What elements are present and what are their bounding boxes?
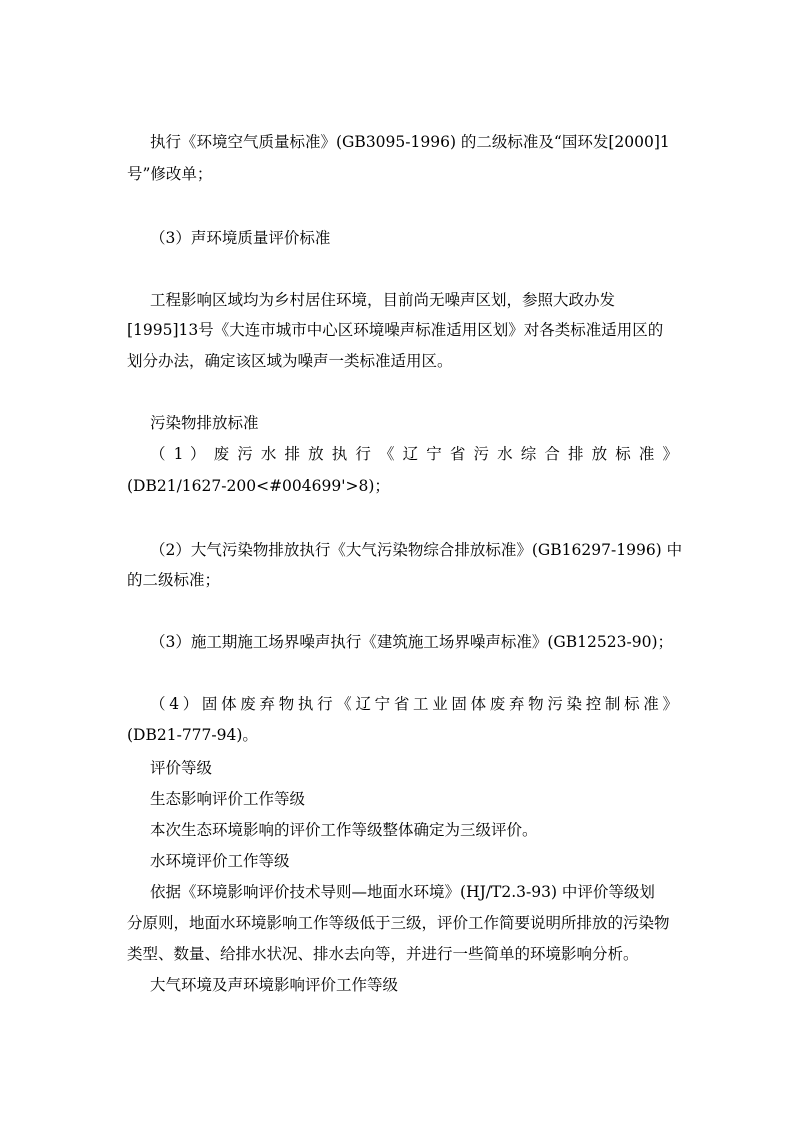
emission-item-4-line-1: （4）固体废弃物执行《辽宁省工业固体废弃物污染控制标准》 (150, 695, 678, 713)
paragraph-water-grade-line-1: 依据《环境影响评价技术导则—地面水环境》(HJ/T2.3-93) 中评价等级划 (150, 883, 655, 901)
paragraph-air-standard-line-2: 号”修改单； (127, 165, 213, 183)
paragraph-noise-zone-line-2: [1995]13号《大连市城市中心区环境噪声标准适用区划》对各类标准适用区的 (127, 321, 664, 339)
paragraph-noise-zone-line-1: 工程影响区域均为乡村居住环境，目前尚无噪声区划，参照大政办发 (150, 291, 616, 309)
emission-item-2-line-2: 的二级标准； (127, 571, 221, 589)
heading-ecological-grade: 生态影响评价工作等级 (150, 790, 306, 808)
emission-item-1-line-2: (DB21/1627-200<#004699'>8)； (127, 477, 390, 495)
heading-water-grade: 水环境评价工作等级 (150, 852, 290, 870)
paragraph-water-grade-line-2: 分原则，地面水环境影响工作等级低于三级，评价工作简要说明所排放的污染物 (127, 914, 670, 932)
paragraph-ecological-grade: 本次生态环境影响的评价工作等级整体确定为三级评价。 (150, 821, 538, 839)
emission-item-3: （3）施工期施工场界噪声执行《建筑施工场界噪声标准》(GB12523-90)； (150, 633, 673, 651)
emission-item-2-line-1: （2）大气污染物排放执行《大气污染物综合排放标准》(GB16297-1996) 中 (150, 541, 683, 559)
heading-evaluation-grade: 评价等级 (150, 759, 213, 777)
paragraph-air-standard-line-1: 执行《环境空气质量标准》(GB3095-1996) 的二级标准及“国环发[2000]1 (150, 133, 670, 151)
heading-air-noise-grade: 大气环境及声环境影响评价工作等级 (150, 976, 399, 994)
heading-emission-standard: 污染物排放标准 (150, 414, 259, 432)
emission-item-4-line-2: (DB21-777-94)。 (127, 726, 258, 744)
emission-item-1-line-1: （ 1 ） 废 污 水 排 放 执 行 《 辽 宁 省 污 水 综 合 排 放 标 准 》 (150, 445, 678, 463)
paragraph-water-grade-line-3: 类型、数量、给排水状况、排水去向等，并进行一些简单的环境影响分析。 (127, 945, 639, 963)
heading-noise-quality-standard: （3）声环境质量评价标准 (150, 229, 331, 247)
paragraph-noise-zone-line-3: 划分办法，确定该区域为噪声一类标准适用区。 (127, 352, 453, 370)
